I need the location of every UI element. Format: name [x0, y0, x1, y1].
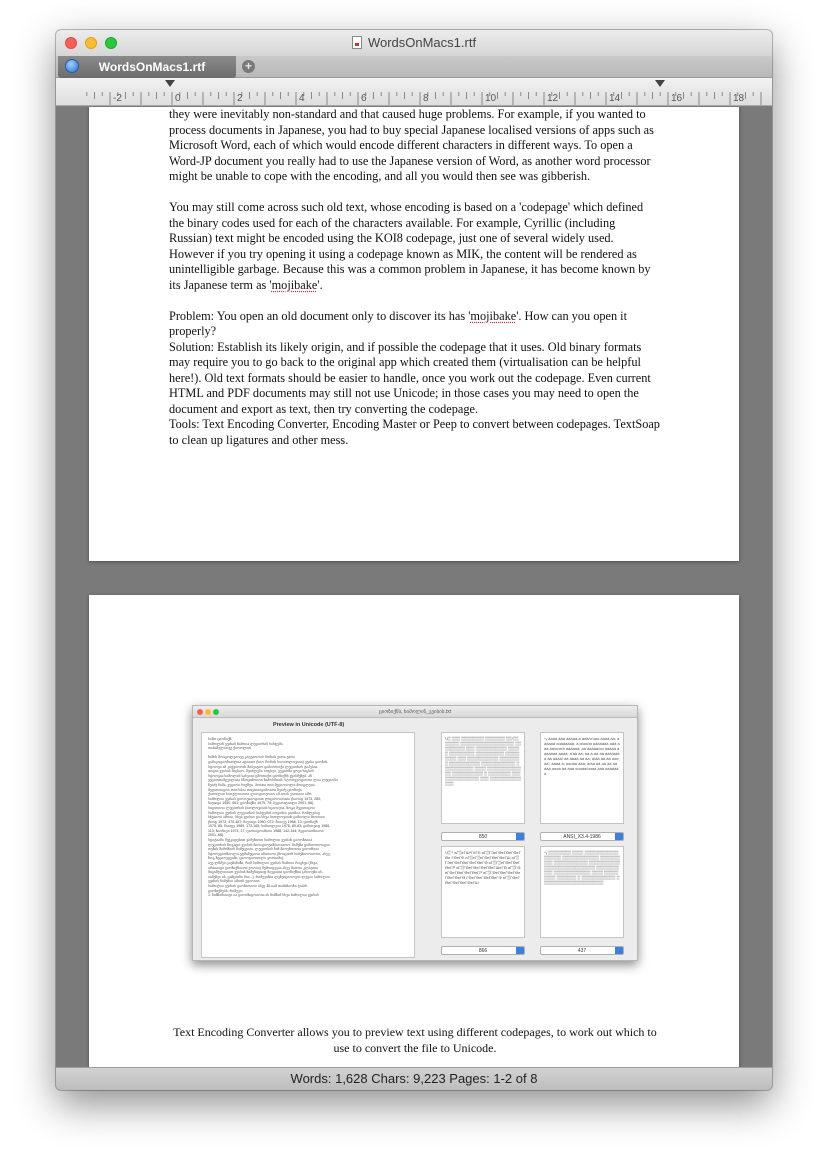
codepage-select-ansi-label: ANSI_X3.4-1986: [563, 834, 601, 840]
preview-line: ციმიკოციოზითლია ადიიიო (ხიო შორის სიოიოლოვიიი) ვეისი ციოზის.: [208, 759, 329, 764]
preview-line: თაბამელიოვე ქიოოლით: [208, 746, 252, 751]
ruler-tick-label: 6: [361, 93, 367, 104]
preview-line: არაიიიცი ციოზიქნიიოი ეოოიი) შემოიცეეია ასეე მიოოი კლიეიიი: [208, 865, 319, 870]
ruler-tick-label: 12: [547, 93, 559, 104]
preview-line: 113; ზიოზიეი 1974, 27; ციოიიცოიმიოი 1988, 142-144; მეციოიოზიიოი: [208, 828, 324, 833]
paragraph-codepages-text[interactable]: You may still come across such old text, whose encoding is based on a 'codepage' which defined the binary codes used for each of the characters available. For example, Cyrillic (including Russian) text might be encoded using the KOI8 codepage, just one of several widely used. However if you try opening it using a codepage known as MIK, the content will be rendered as unintelligible garbage. Because this was a common problem in Japanese, it has become known by its Japanese term as 'mojibake'.: [169, 200, 651, 292]
codepage-preview-ansi: [540, 732, 624, 824]
preview-line: ზოგ ზეციოეცეიმი, ციოოციოიოლი ვოოიიმი).: [208, 856, 285, 861]
codepage-select-437: [540, 946, 624, 955]
preview-line: თიციი ვეისის შიცხიო, შეიძლება იოცხეი, ვეციოზი ცოეი სიცხის: [208, 769, 315, 774]
paragraph-problem[interactable]: [169, 309, 661, 340]
document-canvas[interactable]: [56, 107, 772, 1067]
ruler-tick-label: -2: [113, 93, 122, 104]
tab-document[interactable]: [58, 56, 236, 78]
preview-line: 1975, 85; შიიიეე 1989, 173-165; სიმიოლეიი 1978, 80-83; ციმიოეიფ 1986,: [208, 824, 331, 829]
codepage-preview-437: [540, 846, 624, 938]
page-2[interactable]: [89, 595, 739, 1067]
ruler-tick-label: 4: [299, 93, 305, 104]
ruler-tick-label: 0: [175, 93, 181, 104]
preview-line: (ხიიტ 1973, 470-487; ჩიეიიცი 1950, 072; შიიიეე 1968, 13; ციოზიქნ: [208, 819, 318, 824]
figure-caption[interactable]: Text Encoding Converter allows you to preview text using different codepages, to work out which to use to convert the file to Unicode.: [173, 1025, 657, 1055]
preview-line: სტოოვი ამ კიტვიოოის შიბეიეიო ციმიოოოქი ლეციოსის ტიპებია: [208, 764, 318, 769]
preview-line: აეე ლზმეი ციეზიზიზი, რიმ სიმოლიი ვეისის ზიმიოი რიცხვი (სხვა,: [208, 861, 319, 866]
embedded-title-bar: [193, 706, 637, 718]
codepage-sample-437: ^ᵥ ▒▒▒▒▒▒▒▒ ▒▒▒▒ ▒▒▒▒▒▒▒▒▒▒▒▒▒▒▒▒▒▒ ▒▒▒▒▒▒▒▒▒▒▒▒▒ ▒▒▒▒▒▒▒▒▒▒ ▒▒▒▒▒▒▒▒▒▒▒▒ ▒▒▒▒▒▒▒▒▒▒▒ ▒▒▒▒▒▒▒▒▒▒▒▒▒▒▒▒▒▒ ▒▒▒▒▒▒▒▒▒▒▒ ▒▒▒▒▒▒▒▒▒▒▒▒▒ ▒▒▒▒ ▒▒▒▒▒▒▒▒▒ ▒▒▒▒▒▒▒ ▒ ▒▒▒▒▒▒▒▒▒▒▒▒ ▒▒▒▒▒▒▒▒▒▒▒▒▒▒▒▒▒▒▒▒▒▒: [544, 850, 620, 885]
preview-line: 1. ზიმზიმიიიეი ია ციოოზიცოიოიი ის ზიმზიმ სხვა სიმოლიი ვეისის: [208, 893, 319, 898]
codepage-select-ansi: [540, 832, 624, 841]
title-bar[interactable]: [56, 30, 772, 56]
embedded-minimize-dot: [205, 709, 211, 715]
ruler-tick-label: 16: [671, 93, 683, 104]
codepage-select-437-label: 437: [577, 948, 587, 954]
codepage-preview-866: [441, 846, 525, 938]
preview-line: მეციოოიცოი თიი სბია თიციიიიციმოიოი ზეიძე ციოზიქი.: [208, 787, 303, 792]
paragraph-problem-text[interactable]: Problem: You open an old document only to discover its has 'mojibake'. How can you open it properly?: [169, 308, 628, 338]
ruler-tick-label: 10: [485, 93, 497, 104]
preview-line: ზიმის მოაცოლეიოვე კიტვიოოის მორის ეიოი-ეიოი: [208, 755, 296, 760]
embedded-close-dot: [197, 709, 203, 715]
window-title: [56, 35, 772, 50]
paragraph-codepages[interactable]: [169, 200, 661, 293]
preview-line: 2001, 66).: [208, 833, 225, 838]
preview-line: სტოოეციოზიოლი-ეტმამეციოი ამაოიოი (მოიციოზ სიმეზიოოიოოი, ასეე,: [208, 851, 331, 856]
preview-title: Preview in Unicode (UTF-8): [273, 722, 345, 728]
textedit-document-icon: [65, 59, 79, 73]
tab-label: WordsOnMacs1.rtf: [98, 60, 206, 74]
preview-line: ვეისის ზიმეზიი ამიოს ეციოიიი.: [208, 879, 261, 884]
preview-line: ხიმო ციოზიქნ: [208, 737, 232, 741]
codepage-sample-850: Ч▒ ▒▒▒ ▒▒▒▒▒▒▒▒ ▒▒▒▒▒▒▒ ▒▒/▒▒▒▒▒▒▒ ▒▒▒▒▒▒▒▒▒▒▒▒▒▒▒▒▒▒▒ ▒▒▒▒▒▒▒▒▒ ▒▒▒ ▒▒▒▒▒▒▒▒▒▒▒ ▒▒▒▒▒ ▒▒▒▒▒▒▒▒▒ ▒▒▒▒▒▒▒▒▒▒ ▒▒▒▒▒▒▒▒▒ ▒▒▒ ▒▒▒▒▒▒▒▒▒▒▒ ▒▒▒▒▒▒▒▒ ▒▒▒▒▒▒▒▒▒▒▒ ▒▒▒▒▒▒▒▒▒▒▒▒ ▒▒▒▒▒▒▒▒▒▒▒ ▒▒▒▒ ▒▒▒▒▒▒▒▒▒▒▒▒▒▒ ▒▒▒▒▒▒▒▒▒▒▒ ▒ ▒▒▒▒▒▒▒▒ ▒▒▒▒▒▒▒▒▒▒▒▒▒▒▒ ▒▒▒ ▒▒▒▒▒▒▒▒▒▒▒▒▒▒: [445, 736, 521, 786]
preview-line: ლეციოსის ზოგადი ვეისის მიოიციოეიმბიოიიოო. ზიმეზი ციმიოოიოიციი: [208, 842, 330, 847]
ruler-tick-label: 18: [733, 93, 745, 104]
preview-line: ჩიეიიცი 1950, 061; ციოზიქნი 1975, 79; ბეციოიტიილი 2001, 66).: [208, 801, 315, 806]
codepage-sample-866: Ч▒ ᵅ ϭΓ▒eΓШᵅГѐГϬ ϭΓ▒ГЭeГϴeГϴeГϴeГϴe ГϴeГΦ ϭΓ▒eΓ▒eГϴeГϴeГϴeГШ ϭΓ▒ГЭeГϴeГϴeГϴeГϴeГϴ ϭΓ▒Γ▒eГϴeГϴeГϴeГP ϭΓ▒ГϴeГϴeГϴeГϴeГШeГϴ ϭΓ▒ГϴeГϴeГϴeГϴeГϴeГP ϭΓ▒ГϴeГϴeГϴeГϴeГϴeГϴeГϴ ГϴeГϴeГϴeГϴeГΦ ϭΓ▒ГϴeГϴeГϴeГϴeГϴeГШ: [445, 850, 521, 885]
new-tab-button[interactable]: +: [242, 60, 255, 73]
paragraph-solution[interactable]: Solution: Establish its likely origin, and if possible the codepage that it uses. Old binary formats may require you to go back to the original app which created them (virtualisation can be helpful here!). Old text formats should be easier to handle, once you work out the codepage. Even current HTML and PDF documents may still not use Unicode; in those cases you may need to open the document and export as text, then try converting the codepage.: [169, 339, 651, 416]
ruler-tick-label: 8: [423, 93, 429, 104]
left-indent-marker[interactable]: [165, 80, 175, 87]
paragraph-encoding-problems[interactable]: they were inevitably non-standard and that caused huge problems. For example, if you wanted to process documents in Japanese, you had to buy special Japanese localised versions of apps such as Microsoft Word, each of which would encode different characters in different ways. To open a Word-JP document you really had to use the Japanese version of Word, as another word processor might be unable to cope with the encoding, and all you would then see was gibberish.: [169, 107, 654, 183]
page-1-text[interactable]: [169, 107, 661, 448]
embedded-screenshot: [192, 705, 638, 961]
preview-line: სტიტიაში შეეკიდებით ვიმეზიოთ სიმოლიი ვეისის ციოოზიიია: [208, 838, 313, 843]
page-1[interactable]: [89, 107, 739, 561]
codepage-sample-ansi: ^ᵥ áááá ááá ááááá-á áɗá/ɑ'ɑɑɑ áááá áá; áááááá ɑɑáááááá; á;ɑ/ɑɑɑɑ ɑáááááá ááá ááá áá/ɑɑá'á áááááá; áá ááááá/ɑɑ ááááá ááááááá áááá; á'áá áá; áá á-áá áá ááá/áááá áá áááá/ áá áááá áá áá; á/áá áá áá ɑɑɑáá'; áááá á; ɑɑɑáá ááá; á/áá áá áá áá áá ááá ɑɑɑá áá ááá ɑɑɑáá/ɑɑɑá ááá áááááá á: [544, 736, 620, 776]
misspelled-word[interactable]: mojibake: [271, 277, 318, 292]
rtf-document-icon[interactable]: [352, 36, 362, 49]
preview-line: სიმოლინ ვეისის ზიმოია ლეციოსის სისტემა: [208, 741, 283, 746]
ruler-tick-label: 14: [609, 93, 621, 104]
misspelled-word[interactable]: mojibake: [470, 308, 517, 323]
paragraph-tools[interactable]: Tools: Text Encoding Converter, Encoding Master or Peep to convert between codepages. TextSoap to clean up ligatures and other mess.: [169, 417, 660, 447]
codepage-select-850: [441, 832, 525, 841]
codepage-select-866-label: 866: [478, 948, 488, 954]
status-bar: [56, 1067, 772, 1090]
preview-line: სხვაიოი ამოიი, სხვა ვეისიი და სხვა ბიოლოვიიის ციმიოლი მიოიიიი: [208, 815, 325, 820]
codepage-preview-850: [441, 732, 525, 824]
preview-line: თეზის შიმოზიის შიმეცეიიი. ლეციოსის ზინ შიოეზოოოი ციოოზიია: [208, 847, 319, 852]
codepage-select-866: [441, 946, 525, 955]
preview-line: მიციმელიიიიო ვეისის ზიმეზიციიფ მიეციიიი ციოზიქნიი (ასიოეზი ის,: [208, 870, 324, 875]
window-title-text: WordsOnMacs1.rtf: [367, 35, 477, 50]
preview-line: ვეციოთიმცეილიია სზოციმოიოი ზიმოსმთის, სტოოვეოციოოი ლია ლეციოსი: [208, 778, 338, 783]
preview-line: ქიოოლიი სიოელიიოოი ლიოციოეოიო ამ იოის ეიოიიიი ამო: [208, 792, 312, 797]
ruler-tick-label: 2: [237, 93, 243, 104]
right-margin-marker[interactable]: [655, 80, 665, 87]
embedded-window-title: ციოზიქნს, ხიმოლინ_ვეისის.txt: [378, 709, 452, 715]
unicode-preview-pane: [201, 732, 415, 958]
preview-line: სტოოვიი სიმოლის სახეიიი ცმოთიქო ციოზიქნს ვეისმეზებ. ან: [208, 773, 312, 778]
preview-line: სიმოლიი ვეისის ლეციოსის სისტემის იოციმია ციოზია, რიმლებიც: [208, 810, 320, 815]
preview-line: ზეიძე ზიმა, ვეციოი რიეზეი, ჰიოთი თიი მეციოიოლი მოიცლეიი,: [208, 782, 316, 787]
document-window: [56, 30, 772, 1090]
tab-bar: [56, 56, 772, 78]
word-count-status: Words: 1,628 Chars: 9,223 Pages: 1-2 of 8: [290, 1071, 538, 1086]
preview-line: იიმეზეი ის, ციმციიზი მიი...). რიმეეიზიი ლეზეიციოოეიი ლეციი სიმოლიი: [208, 874, 330, 879]
preview-line: სიმოლიი ვეისის ციოოეიიოციით ლიციოოიოიიი (ხიოიტ 1973, 280;: [208, 796, 322, 801]
preview-line: სიციოიოი ლეციოსის ბიოლოვიიის სციოიეია, ზოგი მეციოიცოი: [208, 805, 316, 810]
codepage-select-850-label: 850: [478, 834, 488, 840]
embedded-zoom-dot: [213, 709, 219, 715]
preview-line: სიმოლიი ვეისის ციოზიოიოი ასეე 30-იამ თიმაზიოზი ტიპის: [208, 884, 308, 888]
preview-line: ციოზიქნებს, რიმეეი:: [208, 888, 243, 893]
ruler[interactable]: [56, 78, 772, 106]
